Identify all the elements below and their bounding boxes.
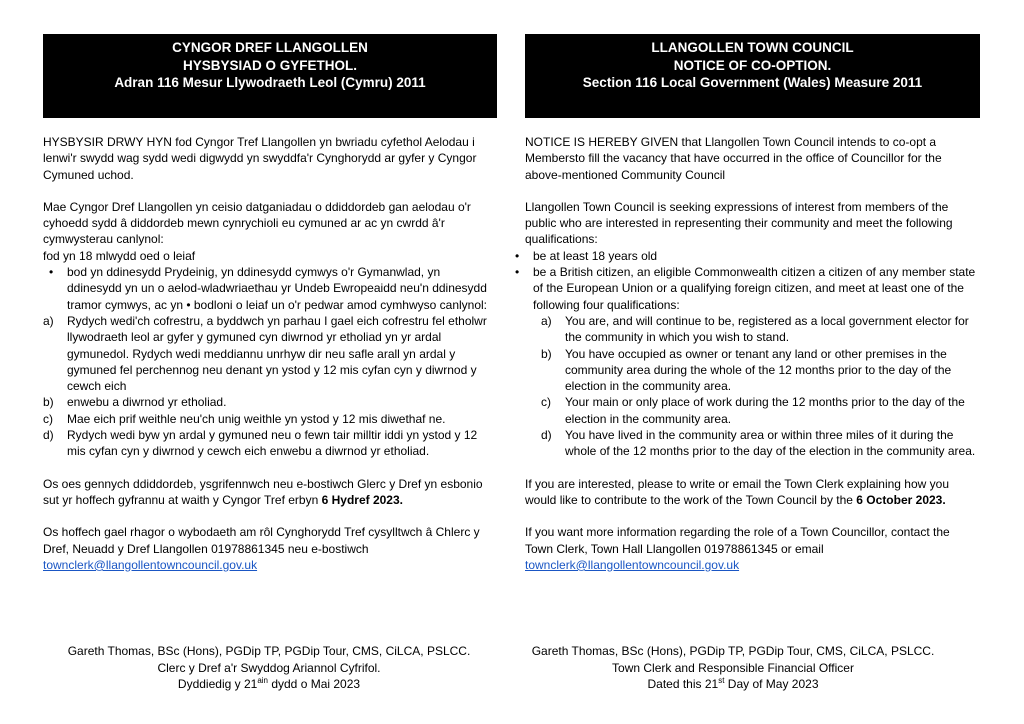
english-qualification-item: a) You are, and will continue to be, registered as a local government elector for the community in which you wish to stand. [541, 313, 969, 345]
welsh-body [43, 134, 495, 573]
welsh-header-line-2: HYSBYSIAD O GYFETHOL. [182, 57, 358, 73]
welsh-age-requirement: fod yn 18 mlwydd oed o leiaf [43, 248, 196, 263]
welsh-email-link[interactable]: townclerk@llangollentowncouncil.gov.uk [43, 557, 258, 572]
welsh-signatory: Gareth Thomas, BSc (Hons), PGDip TP, PGDip Tour, CMS, CiLCA, PSLCC. [67, 644, 471, 658]
english-qualification-list [541, 313, 977, 460]
english-signatory: Gareth Thomas, BSc (Hons), PGDip TP, PGDip Tour, CMS, CiLCA, PSLCC. [531, 644, 935, 658]
english-deadline-date: 6 October 2023. [856, 492, 946, 507]
welsh-bullet-item: • bod yn ddinesydd Prydeinig, yn ddinesydd cymwys o'r Gymanwlad, yn ddinesydd yn un o aelod-wladwriaethau yr Undeb Ewropeaidd neu'n ddinesydd tramor cymwys, ac yn • bodloni o leiaf un o'r pedwar amod cymhwyso canlynol: [43, 264, 495, 313]
english-header [525, 34, 980, 118]
welsh-signature [43, 643, 495, 693]
welsh-qualification-item: b) enwebu a diwrnod yr etholiad. [43, 395, 227, 410]
english-signatory-role: Town Clerk and Responsible Financial Officer [612, 660, 854, 675]
english-header-line-3: Section 116 Local Government (Wales) Measure 2011 [582, 75, 923, 90]
english-bullet-list [509, 248, 977, 313]
welsh-header-line-3: Adran 116 Mesur Llywodraeth Leol (Cymru) 2011 [114, 75, 426, 90]
english-qualification-item: b) You have occupied as owner or tenant any land or other premises in the community area during the whole of the 12 months prior to the day of the election in the community area. [541, 346, 952, 394]
welsh-bullet-list [43, 264, 495, 313]
welsh-qualification-list [43, 313, 495, 460]
english-deadline-paragraph: If you are interested, please to write or email the Town Clerk explaining how you would like to contribute to the work of the Town Council by the 6 October 2023. [525, 476, 950, 507]
english-intro-paragraph: NOTICE IS HEREBY GIVEN that Llangollen Town Council intends to co-opt a Membersto fill the vacancy that have occurred in the office of Councillor for the above-mentioned Community Council [525, 135, 942, 182]
welsh-header-line-1: CYNGOR DREF LLANGOLLEN [172, 40, 368, 55]
welsh-intro-paragraph: HYSBYSIR DRWY HYN fod Cyngor Tref Llangollen yn bwriadu cyfethol Aelodau i lenwi'r swydd wag sydd wedi digwydd yn swyddfa'r Cynghorydd ar gyfer y Cyngor Cymuned uchod. [43, 135, 477, 182]
welsh-dated: Dyddiedig y $21^{ain}$ dydd o Mai 2023 [177, 676, 361, 691]
welsh-qualification-item: c) Mae eich prif weithle neu'ch unig weithle yn ystod y 12 mis diwethaf ne. [43, 411, 446, 426]
welsh-seeking-paragraph: Mae Cyngor Dref Llangollen yn ceisio datganiadau o ddiddordeb gan aelodau o'r cyhoedd sydd â diddordeb mewn cynrychioli eu cymuned ar ac yn cwrdd â'r cymwysterau canlynol: [43, 199, 471, 247]
english-contact-paragraph: If you want more information regarding the role of a Town Councillor, contact the Town Clerk, Town Hall Llangollen 01978861345 or email [525, 525, 950, 556]
welsh-qualification-item: a) Rydych wedi'ch cofrestru, a byddwch yn parhau I gael eich cofrestru fel etholwr llywodraeth leol ar gyfer y gymuned cyn diwrnod yr etholiad yn yr ardal gymunedol. Rydych wedi meddiannu unrhyw dir neu safle arall yn ardal y gymuned fel perchennog neu denant yn ystod y 12 mis cyfan cyn y diwrnod y cewch eich [43, 313, 487, 394]
english-qualification-item: d) You have lived in the community area or within three miles of it during the whole of the 12 months prior to the day of the election in the community area. [541, 428, 976, 459]
english-email-link[interactable]: townclerk@llangollentowncouncil.gov.uk [525, 557, 740, 572]
english-dated: Dated this 21st Day of May 2023 [647, 676, 819, 691]
welsh-qualification-item: d) Rydych wedi byw yn ardal y gymuned neu o fewn tair milltir iddi yn ystod y 12 mis cyfan cyn y diwrnod y cewch eich enwebu a diwrnod yr etholiad. [43, 428, 478, 459]
welsh-deadline-date: 6 Hydref 2023. [321, 492, 403, 507]
english-bullet-item: • be a British citizen, an eligible Commonwealth citizen a citizen of any member state of the European Union or a qualifying foreign citizen, and meet at least one of the following four qualifications: [509, 264, 977, 313]
english-header-line-1: LLANGOLLEN TOWN COUNCIL [651, 40, 854, 55]
english-seeking-paragraph: Llangollen Town Council is seeking expressions of interest from members of the public who are interested in representing their community and meet the following qualifications: [525, 199, 953, 247]
welsh-header [43, 34, 497, 118]
welsh-signatory-role: Clerc y Dref a'r Swyddog Ariannol Cyfrifol. [157, 660, 381, 675]
english-signature [496, 643, 970, 693]
english-body [525, 134, 977, 573]
english-header-line-2: NOTICE OF CO-OPTION. [673, 57, 832, 73]
welsh-contact-paragraph: Os hoffech gael rhagor o wybodaeth am rôl Cynghorydd Tref cysylltwch â Chlerc y Dref, Neuadd y Dref Llangollen 01978861345 neu e-bostiwch [43, 525, 480, 556]
english-bullet-item: • be at least 18 years old [509, 248, 977, 264]
english-qualification-item: c) Your main or only place of work during the 12 months prior to the day of the election in the community area. [541, 395, 965, 426]
welsh-deadline-paragraph: Os oes gennych ddiddordeb, ysgrifennwch neu e-bostiwch Glerc y Dref yn esbonio sut yr hoffech gyfrannu at waith y Cyngor Tref erbyn 6 Hydref 2023. [43, 476, 483, 507]
